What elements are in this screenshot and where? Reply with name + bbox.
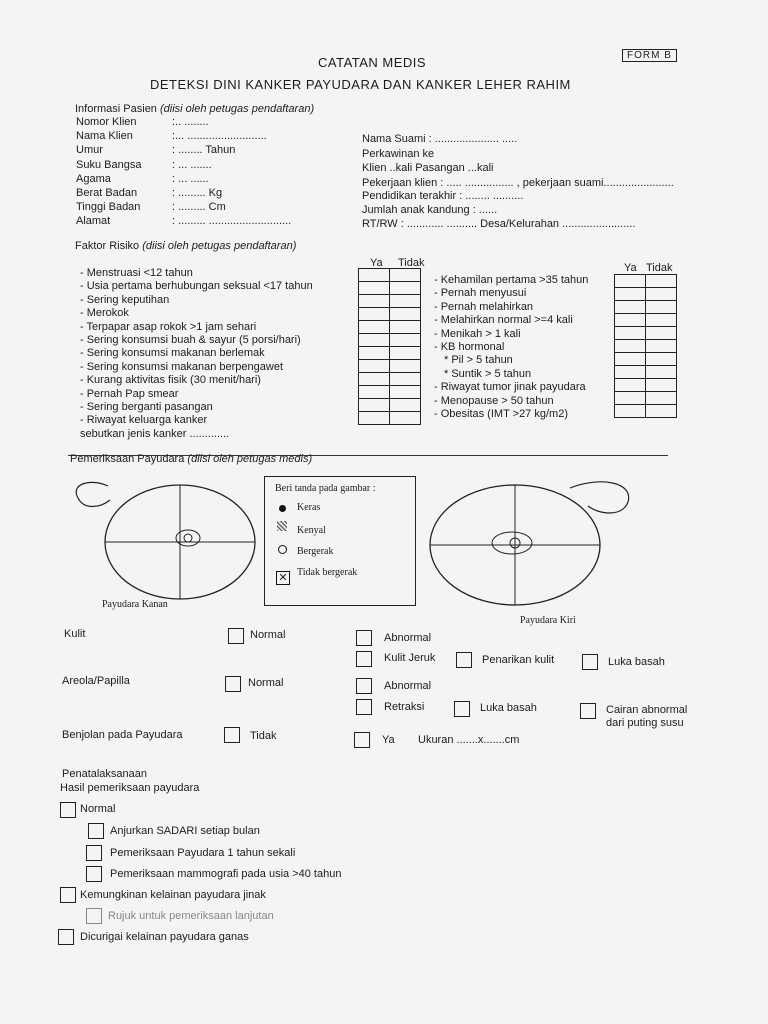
skin-abnormal-label: Abnormal <box>384 632 432 644</box>
risk-item: - Melahirkan normal >=4 kali <box>434 314 573 327</box>
risk-col-yes-right: Ya <box>624 262 637 274</box>
risk-yes-cell[interactable] <box>359 386 390 399</box>
areola-discharge-label: Cairan abnormal <box>606 704 688 716</box>
risk-grid-row <box>359 282 421 295</box>
form-code-badge: FORM B <box>622 49 677 62</box>
patient-right-field[interactable]: Perkawinan ke <box>362 148 435 160</box>
risk-yes-cell[interactable] <box>359 373 390 386</box>
patient-field-value[interactable]: : ........ Tahun <box>172 144 236 157</box>
risk-grid-row <box>615 301 677 314</box>
areola-abnormal-label: Abnormal <box>384 680 432 692</box>
risk-yes-cell[interactable] <box>615 340 646 353</box>
risk-checkbox-grid-left[interactable] <box>358 268 421 425</box>
risk-no-cell[interactable] <box>390 308 421 321</box>
risk-no-cell[interactable] <box>390 360 421 373</box>
breast-diagram-right[interactable] <box>70 470 270 610</box>
risk-no-cell[interactable] <box>390 347 421 360</box>
risk-no-cell[interactable] <box>390 386 421 399</box>
risk-grid-row <box>615 327 677 340</box>
lump-label: Benjolan pada Payudara <box>62 729 183 741</box>
risk-grid-row <box>615 353 677 366</box>
immobile-cross-box-icon: ✕ <box>276 571 290 585</box>
areola-retraction-label: Retraksi <box>384 701 425 713</box>
management-subheading: Hasil pemeriksaan payudara <box>60 782 200 794</box>
risk-no-cell[interactable] <box>390 334 421 347</box>
legend-firm: Kenyal <box>297 525 326 536</box>
risk-yes-cell[interactable] <box>615 405 646 418</box>
marking-legend <box>264 476 416 606</box>
benign-referral-label: Rujuk untuk pemeriksaan lanjutan <box>108 910 274 922</box>
risk-no-cell[interactable] <box>646 379 677 392</box>
risk-grid-row <box>359 269 421 282</box>
normal-yearly-exam-checkbox[interactable] <box>86 845 102 861</box>
risk-item: * Pil > 5 tahun <box>444 354 513 367</box>
result-benign-label: Kemungkinan kelainan payudara jinak <box>80 889 266 901</box>
risk-grid-row <box>359 386 421 399</box>
risk-yes-cell[interactable] <box>615 392 646 405</box>
areola-normal-checkbox[interactable] <box>225 676 241 692</box>
skin-wet-wound-checkbox[interactable] <box>582 654 598 670</box>
risk-factors-heading: Faktor Risiko (diisi oleh petugas pendaftaran) <box>75 240 297 252</box>
patient-field-label: Nama Klien <box>76 130 133 143</box>
risk-col-no-right: Tidak <box>646 262 673 274</box>
risk-grid-row <box>359 373 421 386</box>
benign-referral-checkbox[interactable] <box>86 908 102 924</box>
patient-field-value[interactable]: :.. ........ <box>172 116 209 128</box>
skin-retraction-label: Penarikan kulit <box>482 654 555 666</box>
firm-hatched-icon <box>277 521 287 531</box>
risk-no-cell[interactable] <box>646 327 677 340</box>
lump-no-checkbox[interactable] <box>224 727 240 743</box>
skin-wet-wound-label: Luka basah <box>608 656 665 668</box>
risk-yes-cell[interactable] <box>359 347 390 360</box>
result-malignant-checkbox[interactable] <box>58 929 74 945</box>
normal-sadari-label: Anjurkan SADARI setiap bulan <box>110 825 260 837</box>
risk-yes-cell[interactable] <box>615 353 646 366</box>
risk-grid-row <box>615 392 677 405</box>
breast-left-label: Payudara Kiri <box>520 615 576 626</box>
skin-label: Kulit <box>64 628 86 640</box>
risk-col-no-left: Tidak <box>398 257 425 269</box>
risk-item: - Pernah melahirkan <box>434 300 534 313</box>
normal-sadari-checkbox[interactable] <box>88 823 104 839</box>
risk-yes-cell[interactable] <box>615 366 646 379</box>
risk-item: - Menstruasi <12 tahun <box>80 267 193 279</box>
breast-exam-heading: Pemeriksaan Payudara (diisi oleh petugas medis) <box>70 453 313 465</box>
risk-yes-cell[interactable] <box>359 412 390 425</box>
risk-grid-row <box>359 412 421 425</box>
result-benign-checkbox[interactable] <box>60 887 76 903</box>
legend-mobile: Bergerak <box>297 546 334 557</box>
areola-normal-label: Normal <box>248 677 284 689</box>
risk-no-cell[interactable] <box>646 301 677 314</box>
risk-yes-cell[interactable] <box>359 399 390 412</box>
areola-discharge-label-cont: dari puting susu <box>606 717 684 729</box>
areola-retraction-checkbox[interactable] <box>356 699 372 715</box>
legend-immobile: Tidak bergerak <box>297 567 358 578</box>
areola-wet-wound-label: Luka basah <box>480 702 537 714</box>
document-subtitle: DETEKSI DINI KANKER PAYUDARA DAN KANKER LEHER RAHIM <box>150 77 571 92</box>
risk-no-cell[interactable] <box>646 353 677 366</box>
patient-field-value[interactable]: : ......... Cm <box>172 201 226 214</box>
patient-field-label: Umur <box>76 144 103 157</box>
risk-grid-row <box>359 334 421 347</box>
risk-yes-cell[interactable] <box>359 308 390 321</box>
patient-field-label: Alamat <box>76 215 111 228</box>
patient-field-label: Tinggi Badan <box>76 201 141 214</box>
risk-no-cell[interactable] <box>646 288 677 301</box>
lump-no-label: Tidak <box>250 730 277 742</box>
risk-item: - Usia pertama berhubungan seksual <17 tahun <box>80 280 313 293</box>
risk-checkbox-grid-right[interactable] <box>614 274 677 418</box>
patient-info-heading: Informasi Pasien (diisi oleh petugas pendaftaran) <box>75 103 315 115</box>
risk-yes-cell[interactable] <box>359 334 390 347</box>
risk-grid-row <box>615 340 677 353</box>
risk-grid-row <box>359 308 421 321</box>
risk-yes-cell[interactable] <box>615 379 646 392</box>
patient-right-field[interactable]: RT/RW : ............ .......... Desa/Kelurahan ........................ <box>362 218 636 230</box>
risk-grid-row <box>615 379 677 392</box>
management-heading: Penatalaksanaan <box>62 768 148 780</box>
patient-field-value[interactable]: : ... ....... <box>172 158 212 171</box>
patient-field-label: Agama <box>76 172 111 185</box>
risk-item: - Terpapar asap rokok >1 jam sehari <box>80 320 257 333</box>
lump-yes-checkbox[interactable] <box>354 732 370 748</box>
risk-no-cell[interactable] <box>646 314 677 327</box>
hard-dot-icon <box>279 505 286 512</box>
risk-yes-cell[interactable] <box>615 301 646 314</box>
risk-grid-row <box>615 288 677 301</box>
risk-no-cell[interactable] <box>390 282 421 295</box>
risk-no-cell[interactable] <box>646 405 677 418</box>
areola-wet-wound-checkbox[interactable] <box>454 701 470 717</box>
skin-orange-peel-checkbox[interactable] <box>356 651 372 667</box>
risk-yes-cell[interactable] <box>359 269 390 282</box>
patient-field-label: Nomor Klien <box>76 116 137 128</box>
normal-yearly-exam-label: Pemeriksaan Payudara 1 tahun sekali <box>110 847 296 859</box>
risk-no-cell[interactable] <box>646 392 677 405</box>
patient-field-label: Berat Badan <box>76 187 138 199</box>
lump-size-field[interactable]: Ukuran .......x.......cm <box>418 734 520 746</box>
risk-item: - Pernah Pap smear <box>80 387 179 400</box>
areola-abnormal-checkbox[interactable] <box>356 678 372 694</box>
risk-yes-cell[interactable] <box>359 282 390 295</box>
normal-mammography-label: Pemeriksaan mammografi pada usia >40 tahun <box>110 868 342 880</box>
patient-right-field[interactable]: Pendidikan terakhir : ........ .......... <box>362 190 524 202</box>
risk-no-cell[interactable] <box>646 340 677 353</box>
risk-item: - Menopause > 50 tahun <box>434 394 554 407</box>
skin-orange-peel-label: Kulit Jeruk <box>384 652 436 664</box>
risk-grid-row <box>359 347 421 360</box>
risk-no-cell[interactable] <box>390 269 421 282</box>
result-malignant-label: Dicurigai kelainan payudara ganas <box>80 931 249 943</box>
result-normal-checkbox[interactable] <box>60 802 76 818</box>
risk-yes-cell[interactable] <box>615 314 646 327</box>
risk-grid-row <box>615 275 677 288</box>
risk-grid-row <box>615 366 677 379</box>
skin-abnormal-checkbox[interactable] <box>356 630 372 646</box>
mobile-circle-icon <box>278 545 287 554</box>
risk-yes-cell[interactable] <box>615 275 646 288</box>
skin-retraction-checkbox[interactable] <box>456 652 472 668</box>
skin-normal-checkbox[interactable] <box>228 628 244 644</box>
patient-field-value[interactable]: : ......... ........................... <box>172 215 292 228</box>
areola-discharge-checkbox[interactable] <box>580 703 596 719</box>
risk-item: * Suntik > 5 tahun <box>444 367 532 380</box>
risk-item: - Riwayat keluarga kanker <box>80 414 208 427</box>
patient-right-field[interactable]: Jumlah anak kandung : ...... <box>362 204 498 216</box>
risk-item: - Pernah menyusui <box>434 287 527 300</box>
risk-yes-cell[interactable] <box>359 360 390 373</box>
risk-item: - Obesitas (IMT >27 kg/m2) <box>434 408 568 420</box>
breast-diagram-left[interactable] <box>420 470 640 620</box>
normal-mammography-checkbox[interactable] <box>86 866 102 882</box>
risk-item: - Riwayat tumor jinak payudara <box>434 381 586 394</box>
risk-grid-row <box>615 314 677 327</box>
risk-no-cell[interactable] <box>646 275 677 288</box>
risk-item: - Menikah > 1 kali <box>434 327 521 340</box>
risk-no-cell[interactable] <box>390 321 421 334</box>
lump-yes-label: Ya <box>382 734 395 746</box>
risk-grid-row <box>359 295 421 308</box>
skin-normal-label: Normal <box>250 629 286 641</box>
patient-field-value[interactable]: :... .......................... <box>172 130 267 143</box>
risk-item: - KB hormonal <box>434 341 505 353</box>
document-title: CATATAN MEDIS <box>318 55 427 70</box>
risk-item: - Sering berganti pasangan <box>80 401 213 413</box>
risk-item: - Sering keputihan <box>80 293 170 306</box>
patient-right-field[interactable]: Nama Suami : ..................... ..... <box>362 133 518 145</box>
risk-grid-row <box>615 405 677 418</box>
result-normal-label: Normal <box>80 803 116 815</box>
patient-right-field[interactable]: Klien ..kali Pasangan ...kali <box>362 162 494 174</box>
patient-right-field[interactable]: Pekerjaan klien : ..... ................ , pekerjaan suami....................... <box>362 177 674 189</box>
risk-no-cell[interactable] <box>390 399 421 412</box>
risk-yes-cell[interactable] <box>359 321 390 334</box>
legend-hard: Keras <box>297 502 321 513</box>
risk-yes-cell[interactable] <box>359 295 390 308</box>
risk-yes-cell[interactable] <box>615 327 646 340</box>
risk-grid-row <box>359 360 421 373</box>
legend-title: Beri tanda pada gambar : <box>275 483 376 494</box>
risk-item: - Merokok <box>80 307 129 320</box>
risk-col-yes-left: Ya <box>370 257 383 269</box>
risk-item: - Kehamilan pertama >35 tahun <box>434 274 589 286</box>
risk-grid-row <box>359 399 421 412</box>
risk-item: - Sering konsumsi makanan berpengawet <box>80 360 284 373</box>
risk-item: - Kurang aktivitas fisik (30 menit/hari) <box>80 374 261 387</box>
risk-item: - Sering konsumsi buah & sayur (5 porsi/hari) <box>80 334 301 346</box>
risk-yes-cell[interactable] <box>615 288 646 301</box>
patient-field-value[interactable]: : ......... Kg <box>172 187 223 199</box>
risk-no-cell[interactable] <box>390 295 421 308</box>
breast-right-label: Payudara Kanan <box>102 599 168 610</box>
risk-no-cell[interactable] <box>390 412 421 425</box>
areola-label: Areola/Papilla <box>62 675 130 687</box>
patient-field-value[interactable]: : ... ...... <box>172 172 209 185</box>
risk-item: sebutkan jenis kanker ............. <box>80 427 230 440</box>
risk-item: - Sering konsumsi makanan berlemak <box>80 347 265 360</box>
risk-no-cell[interactable] <box>390 373 421 386</box>
patient-field-label: Suku Bangsa <box>76 158 142 171</box>
risk-grid-row <box>359 321 421 334</box>
risk-no-cell[interactable] <box>646 366 677 379</box>
